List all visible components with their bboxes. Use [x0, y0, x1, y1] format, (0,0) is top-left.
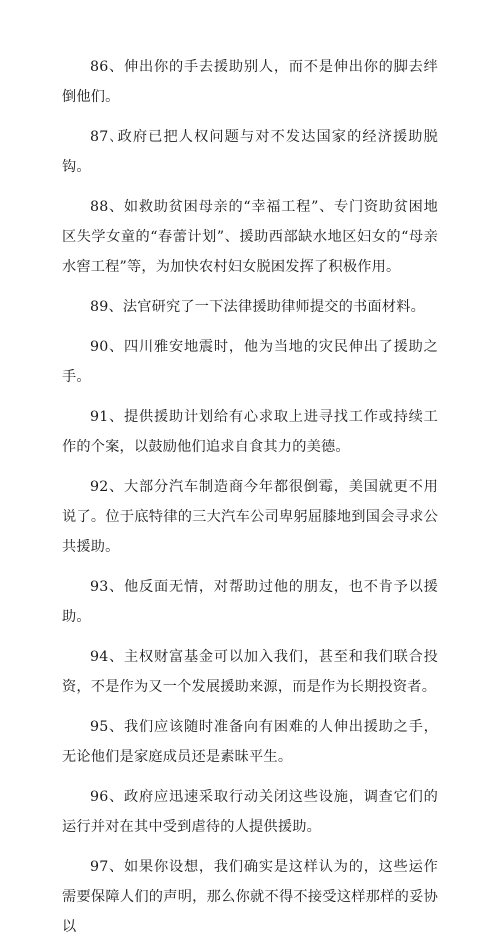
- paragraph-97: 97、如果你设想，我们确实是这样认为的，这些运作需要保障人们的声明，那么你就不得不接受这样那样的妥协以: [62, 859, 438, 935]
- document-body: [62, 52, 438, 952]
- paragraph-90: 90、四川雅安地震时，他为当地的灾民伸出了援助之手。: [62, 339, 438, 385]
- paragraph-87: 87､政府已把人权问题与对不发达国家的经济援助脱钩。: [62, 129, 438, 175]
- paragraph-92: 92、大部分汽车制造商今年都很倒霉，美国就更不用说了。位于底特律的三大汽车公司卑躬屈膝地到国会寻求公共援助。: [62, 479, 438, 555]
- paragraph-86: 86、伸出你的手去援助别人，而不是伸出你的脚去绊倒他们。: [62, 59, 438, 105]
- paragraph-93: 93、他反面无情，对帮助过他的朋友，也不肯予以援助。: [62, 579, 438, 625]
- paragraph-96: 96、政府应迅速采取行动关闭这些设施，调查它们的运行并对在其中受到虐待的人提供援助。: [62, 789, 438, 835]
- paragraph-91: 91、提供援助计划给有心求取上进寻找工作或持续工作的个案，以鼓励他们追求自食其力的美德。: [62, 409, 438, 455]
- paragraph-94: 94、主权财富基金可以加入我们，甚至和我们联合投资，不是作为又一个发展援助来源，而是作为长期投资者。: [62, 649, 438, 695]
- paragraph-95: 95、我们应该随时准备向有困难的人伸出援助之手，无论他们是家庭成员还是素昧平生。: [62, 719, 438, 765]
- paragraph-89: 89、法官研究了一下法律援助律师提交的书面材料。: [90, 299, 425, 315]
- paragraph-88: 88、如救助贫困母亲的“幸福工程”、专门资助贫困地区失学女童的“春蕾计划”、援助西部缺水地区妇女的“母亲水窖工程”等，为加快农村妇女脱困发挥了积极作用。: [62, 199, 438, 275]
